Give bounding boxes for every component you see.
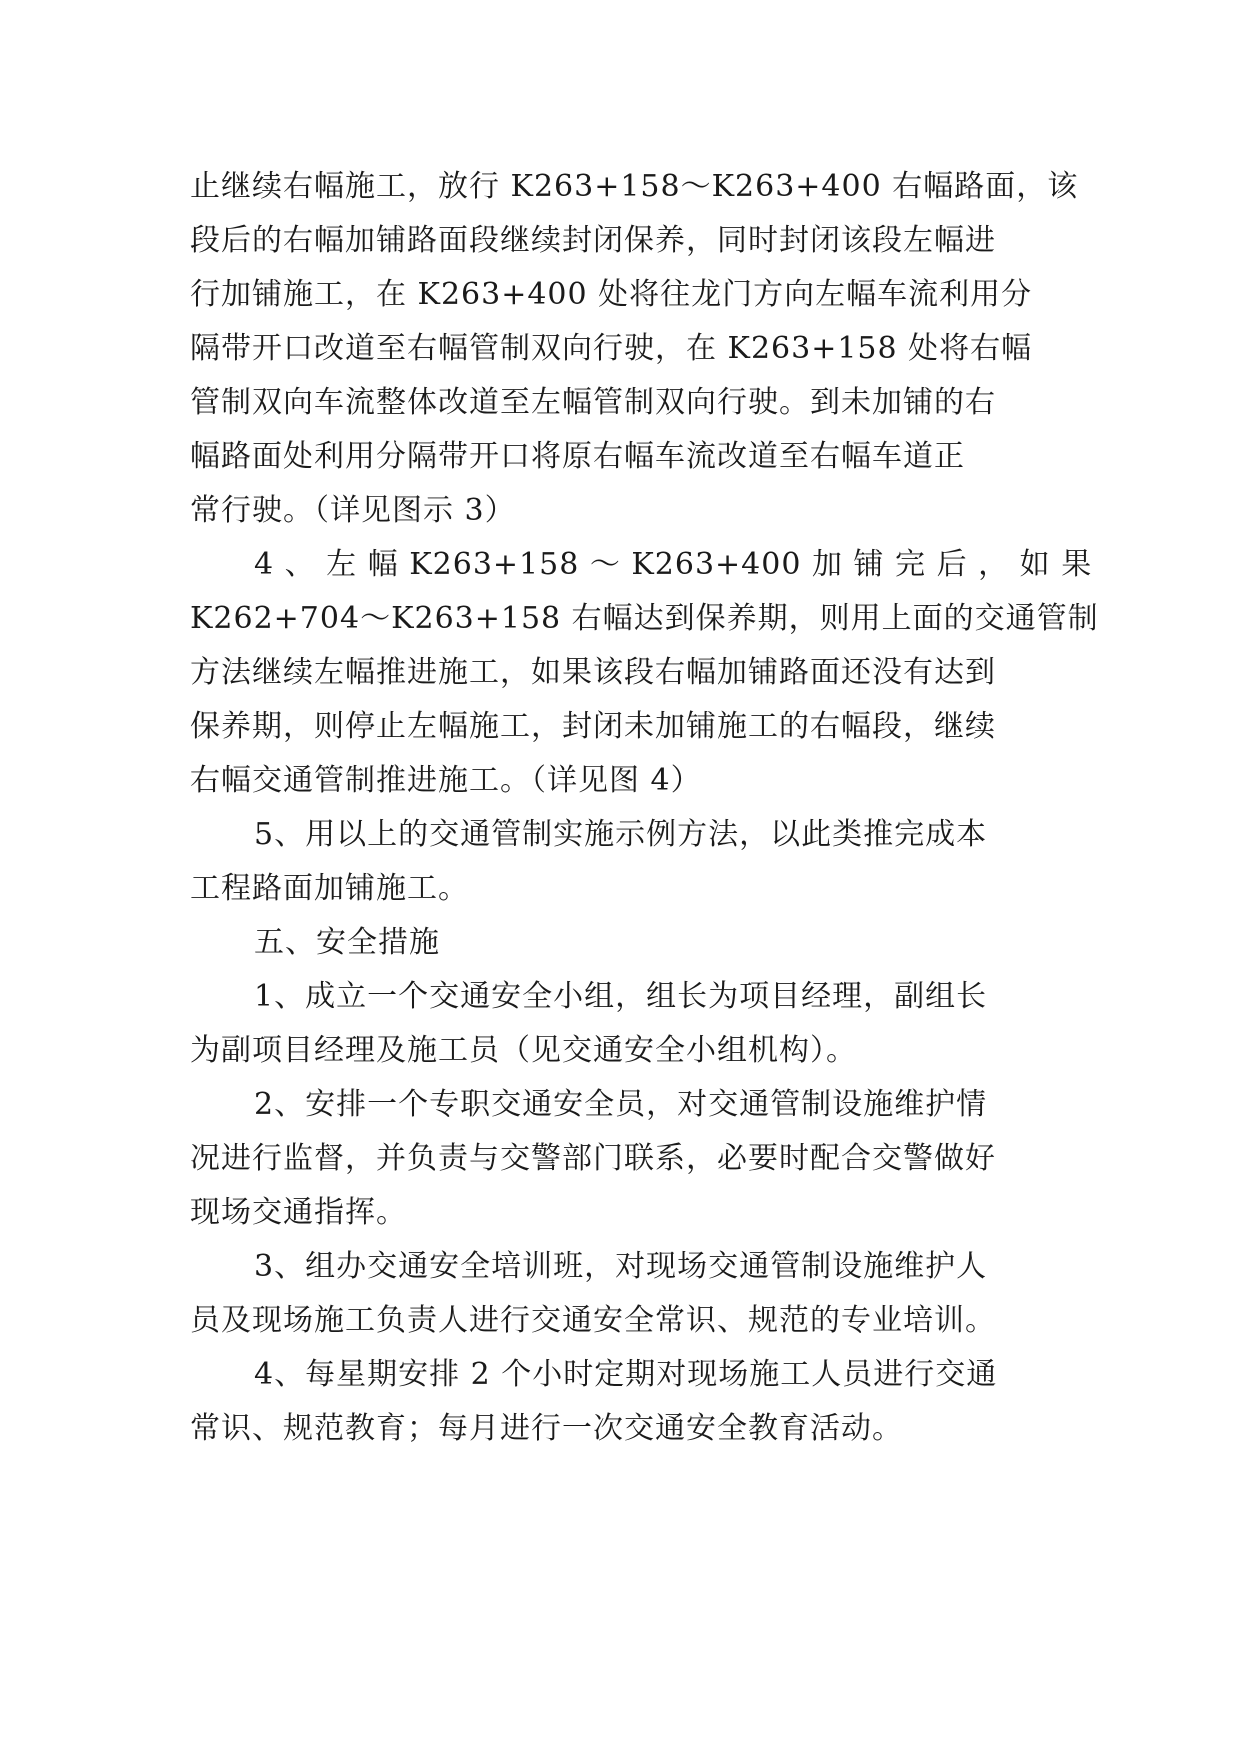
text-line: 方法继续左幅推进施工，如果该段右幅加铺路面还没有达到	[190, 655, 996, 690]
text-line: 常行驶。（详见图示 3）	[190, 493, 516, 528]
text-line: 保养期，则停止左幅施工，封闭未加铺施工的右幅段，继续	[190, 709, 996, 744]
section-heading: 五、安全措施	[254, 925, 440, 960]
text-line: K262+704～K263+158 右幅达到保养期，则用上面的交通管制	[190, 601, 1099, 636]
text-line: 幅路面处利用分隔带开口将原右幅车流改道至右幅车道正	[190, 439, 965, 474]
text-line: 员及现场施工负责人进行交通安全常识、规范的专业培训。	[190, 1303, 996, 1338]
paragraph-item-1-line: 1、成立一个交通安全小组，组长为项目经理，副组长	[254, 979, 988, 1014]
text-line: 况进行监督，并负责与交警部门联系，必要时配合交警做好	[190, 1141, 996, 1176]
text-line: 段后的右幅加铺路面段继续封闭保养，同时封闭该段左幅进	[190, 223, 996, 258]
text-line: 止继续右幅施工，放行 K263+158～K263+400 右幅路面，该	[190, 169, 1079, 204]
text-line: 右幅交通管制推进施工。（详见图 4）	[190, 763, 702, 798]
text-line: 管制双向车流整体改道至左幅管制双向行驶。到未加铺的右	[190, 385, 996, 420]
paragraph-item-4-line: 4 、 左 幅 K263+158 ～ K263+400 加 铺 完 后 ， 如 果	[254, 547, 1093, 582]
text-line: 现场交通指挥。	[190, 1195, 407, 1230]
document-body	[190, 160, 1099, 1456]
paragraph-item-5-line: 5、用以上的交通管制实施示例方法，以此类推完成本	[254, 817, 988, 852]
paragraph-item-2-line: 2、安排一个专职交通安全员，对交通管制设施维护情	[254, 1087, 988, 1122]
text-line: 隔带开口改道至右幅管制双向行驶，在 K263+158 处将右幅	[190, 331, 1033, 366]
paragraph-item-3-line: 3、组办交通安全培训班，对现场交通管制设施维护人	[254, 1249, 988, 1284]
text-line: 为副项目经理及施工员（见交通安全小组机构）。	[190, 1033, 857, 1068]
paragraph-item-4b-line: 4、每星期安排 2 个小时定期对现场施工人员进行交通	[254, 1357, 998, 1392]
text-line: 行加铺施工，在 K263+400 处将往龙门方向左幅车流利用分	[190, 277, 1033, 312]
text-line: 工程路面加铺施工。	[190, 871, 469, 906]
text-line: 常识、规范教育；每月进行一次交通安全教育活动。	[190, 1411, 903, 1446]
